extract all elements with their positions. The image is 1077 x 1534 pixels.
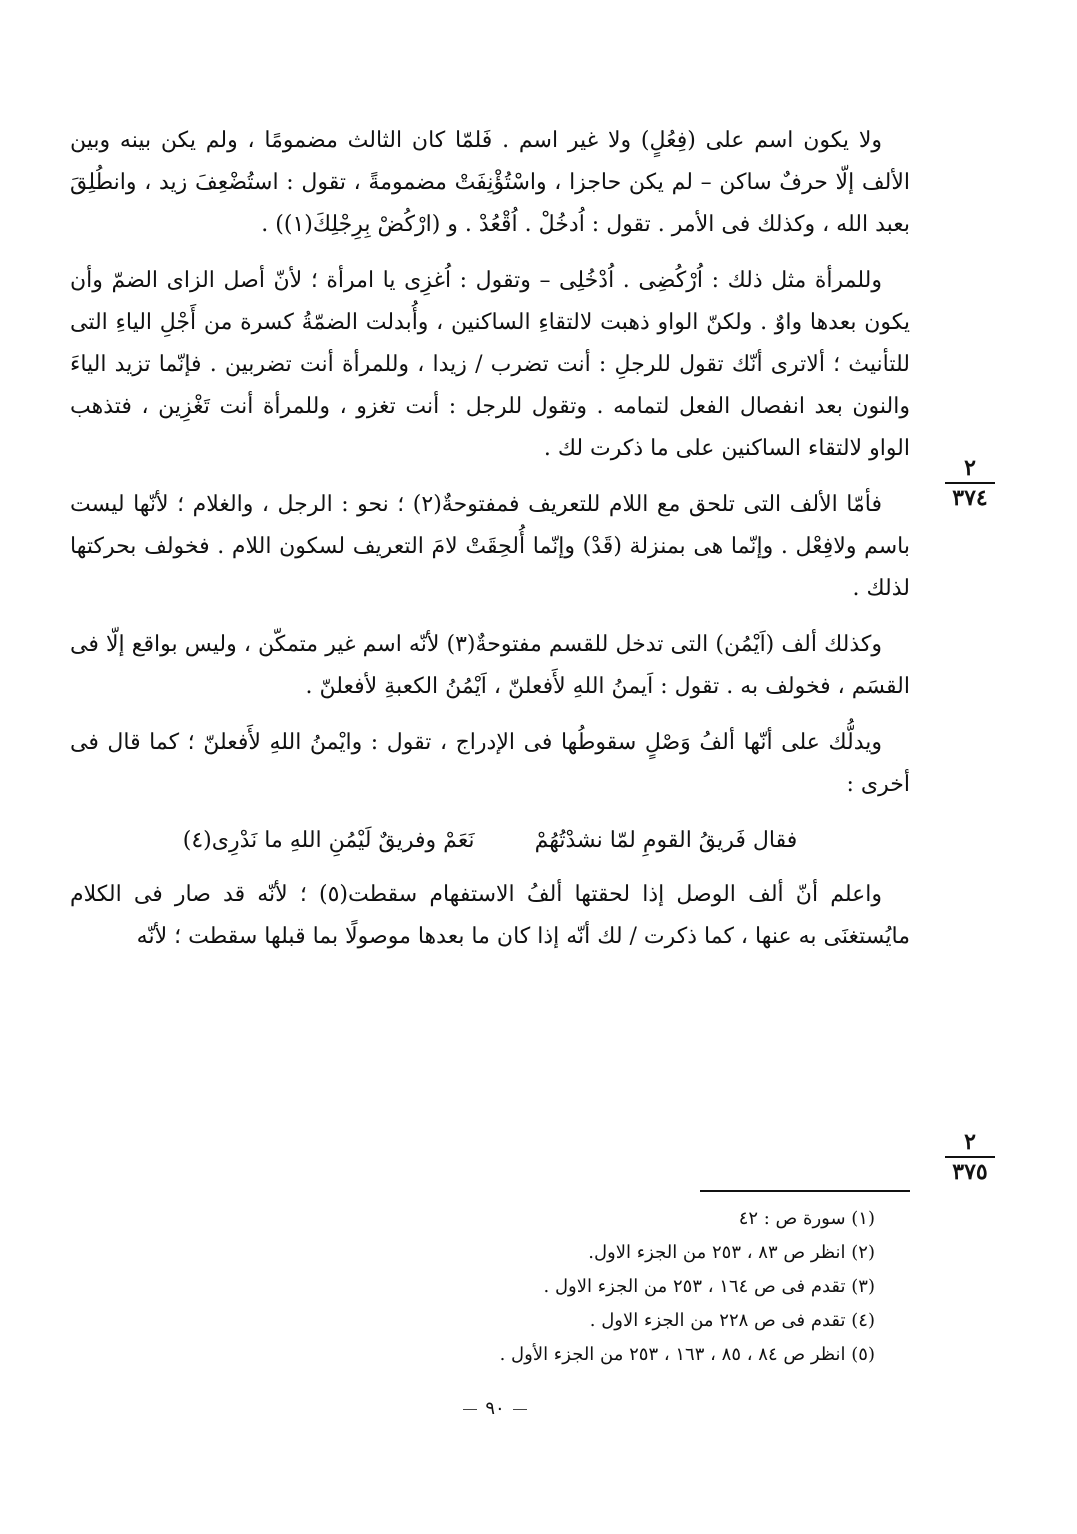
paragraph-5: ويدلُّك على أنّها ألفُ وَصْلٍ سقوطُها فى الإدراج ، تقول : وايْمنُ اللهِ لأَفعلنّ ؛ كما قال فى أخرى :: [70, 730, 910, 797]
marker-page: ٣٧٥: [952, 1159, 988, 1185]
paragraph-2: وللمرأة مثل ذلك : اُرْكُضِى . اُدْخُلِى – وتقول : اُغزِى يا امرأة ؛ لأنّ أصل الزاى الضمّ وأن يكون بعدها واوٌ . ولكنّ الواو ذهبت لالتقاءِ الساكنين ، وأُبدلت الضمّةُ كسرة من أَجْلِ الياءِ التى للتأنيث ؛ ألاترى أنّك تقول للرجلِ : أنت تضرب / زيدا ، وللمرأة أنت تضربين . فإنّما تزيد الياءَ والنون بعد انفصال الفعل لتمامه . وتقول للرجل : أنت تغزو ، وللمرأة أنت تَغْزِين ، فتذهب الواو لالتقاء الساكنين على ما ذكرت لك .: [70, 268, 910, 461]
paragraph-6: واعلم أنّ ألف الوصل إذا لحقتها ألفُ الاستفهام سقطت(٥) ؛ لأنّه قد صار فى الكلام مايُستغنَى به عنها ، كما ذكرت / لك أنّه إذا كان ما بعدها موصولًا بما قبلها سقطت ؛ لأنّه: [70, 882, 910, 949]
page-number: ٩٠: [430, 1398, 560, 1419]
verse-second-hemistich: نَعَمْ وفريقٌ لَيْمُنِ اللهِ ما نَدْرِى(٤): [182, 828, 475, 853]
paragraph-3: فأمّا الألف التى تلحق مع اللام للتعريف فمفتوحةٌ(٢) ؛ نحو : الرجل ، والغلام ؛ لأنّها ليست باسم ولافِعْل . وإنّما هى بمنزلة (قَدْ) وإنّما أُلحِقَتْ لامَ التعريف لسكون اللام . فخولف بحركتها لذلك .: [70, 492, 910, 601]
footnote-3: (٣) تقدم فى ص ١٦٤ ، ٢٥٣ من الجزء الاول .: [543, 1276, 875, 1297]
verse-first-hemistich: فقال فَريقُ القومِ لمّا نشدْتُهُمْ: [534, 828, 798, 853]
marker-volume: ٢: [945, 456, 995, 484]
marker-page: ٣٧٤: [952, 485, 988, 511]
paragraph-4: وكذلك ألف (اَيْمُن) التى تدخل للقسم مفتوحةٌ(٣) لأنّه اسم غير متمكّن ، وليس بواقع إلّا فى القسَم ، فخولف به . تقول : اَيمنُ اللهِ لأَفعلنّ ، اَيْمُنُ الكعبةِ لأفعلنّ .: [70, 632, 910, 699]
margin-marker-375: [945, 1130, 995, 1184]
main-text: [70, 120, 910, 972]
footnote-2: (٢) انظر ص ٨٣ ، ٢٥٣ من الجزء الاول.: [588, 1242, 875, 1263]
footnote-1: (١) سورة ص : ٤٢: [738, 1208, 875, 1229]
footnote-divider: [700, 1190, 910, 1192]
margin-marker-374: [945, 456, 995, 510]
poetry-verse: [70, 820, 910, 862]
footnote-5: (٥) انظر ص ٨٤ ، ٨٥ ، ١٦٣ ، ٢٥٣ من الجزء الأول .: [499, 1344, 875, 1365]
footnotes: [300, 1202, 875, 1372]
marker-volume: ٢: [945, 1130, 995, 1158]
paragraph-1: ولا يكون اسم على (فِعُلٍ) ولا غير اسم . فَلمّا كان الثالث مضمومًا ، ولم يكن بينه وبين الألف إلّا حرفٌ ساكن – لم يكن حاجزا ، واسْتُؤْنِفَتْ مضمومةً ، تقول : استُضْعِفَ زيد ، وانطُلِقَ بعبد الله ، وكذلك فى الأمر . تقول : اُدخُلْ . اُقْعُدْ . و (ارْكُضْ بِرِجْلِكَ(١)) .: [70, 128, 910, 237]
footnote-4: (٤) تقدم فى ص ٢٢٨ من الجزء الاول .: [589, 1310, 875, 1331]
